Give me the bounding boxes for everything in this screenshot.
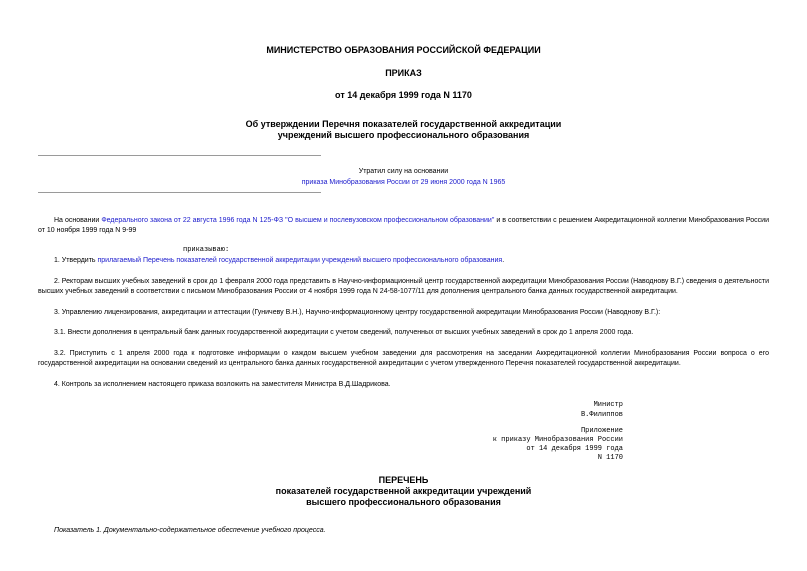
indicator-1: Показатель 1. Документально-содержательное обеспечение учебного процесса. — [54, 527, 326, 534]
signature-name: В.Филиппов — [580, 411, 623, 419]
preamble-prefix: На основании — [54, 217, 102, 224]
item-1 — [38, 256, 769, 266]
preamble-paragraph — [38, 216, 769, 236]
list-title-line-2: высшего профессионального образования — [306, 497, 501, 507]
appendix-line-1: Приложение — [580, 427, 623, 435]
item-3-1: 3.1. Внести дополнения в центральный банк данных государственной аккредитации с учетом сведений, полученных от высших учебных заведений в срок до 1 апреля 2000 года. — [54, 329, 634, 336]
federal-law-link[interactable]: Федерального закона от 22 августа 1996 года N 125-ФЗ "О высшем и послевузовском профессиональном образовании" — [101, 217, 495, 224]
status-note-row — [0, 178, 807, 188]
item-1-prefix: 1. Утвердить — [54, 257, 98, 264]
preamble-suffix: и в соответствии с решением Аккредитационной коллегии Минобразования России от 10 ноября 1999 года N 9-99 — [38, 217, 769, 234]
divider-top — [38, 155, 321, 156]
item-3: 3. Управлению лицензирования, аккредитации и аттестации (Гуничеву В.Н.), Научно-информационному центру государственной аккредитации Минобразования России (Наводнову В.Г.): — [54, 309, 661, 316]
appendix-line-2: к приказу Минобразования России — [492, 436, 623, 444]
appendix-block — [440, 427, 623, 463]
signature-role: Министр — [593, 401, 623, 409]
item-2: 2. Ректорам высших учебных заведений в срок до 1 февраля 2000 года представить в Научно-информационный центр государственной аккредитации Минобразования России (Наводнову В.Г.) сведения о деятельности высших учебных заведений в соответствии с письмом Минобразования России от 4 ноября 1999 года N 24-58-1077/11 для дополнения центрального банка данных государственной аккредитации. — [38, 278, 769, 295]
list-title-line-1: показателей государственной аккредитации учреждений — [275, 486, 532, 496]
appendix-line-4: N 1170 — [597, 454, 623, 462]
item-4: 4. Контроль за исполнением настоящего приказа возложить на заместителя Министра В.Д.Шадрикова. — [54, 381, 391, 388]
appendix-line-3: от 14 декабря 1999 года — [526, 445, 623, 453]
divider-bottom — [38, 192, 321, 193]
approved-list-link[interactable]: прилагаемый Перечень показателей государственной аккредитации учреждений высшего профессионального образования — [97, 257, 503, 264]
ministry-heading: МИНИСТЕРСТВО ОБРАЗОВАНИЯ РОССИЙСКОЙ ФЕДЕРАЦИИ — [266, 45, 541, 55]
item-3-2: 3.2. Приступить с 1 апреля 2000 года к подготовке информации о каждом высшем учебном заведении для рассмотрения на заседании Аккредитационной коллегии Минобразования России вопроса о его государственной аккредитации на основании сведений из центрального банка данных государственной аккредитации с учетом утвержденного Перечня показателей государственной аккредитации. — [38, 350, 769, 367]
signature-block — [480, 400, 623, 420]
item-1-suffix: . — [502, 257, 505, 264]
doc-type-heading: ПРИКАЗ — [385, 68, 422, 78]
doc-title-line-1: Об утверждении Перечня показателей государственной аккредитации — [245, 119, 562, 129]
doc-date-number: от 14 декабря 1999 года N 1170 — [335, 90, 472, 100]
status-note-text: Утратил силу на основании — [358, 168, 449, 175]
list-title: ПЕРЕЧЕНЬ — [378, 475, 429, 485]
order-word: приказываю: — [183, 246, 230, 254]
repeal-order-link[interactable]: приказа Минобразования России от 29 июня 2000 года N 1965 — [301, 179, 506, 186]
doc-title-line-2: учреждений высшего профессионального образования — [277, 130, 530, 140]
